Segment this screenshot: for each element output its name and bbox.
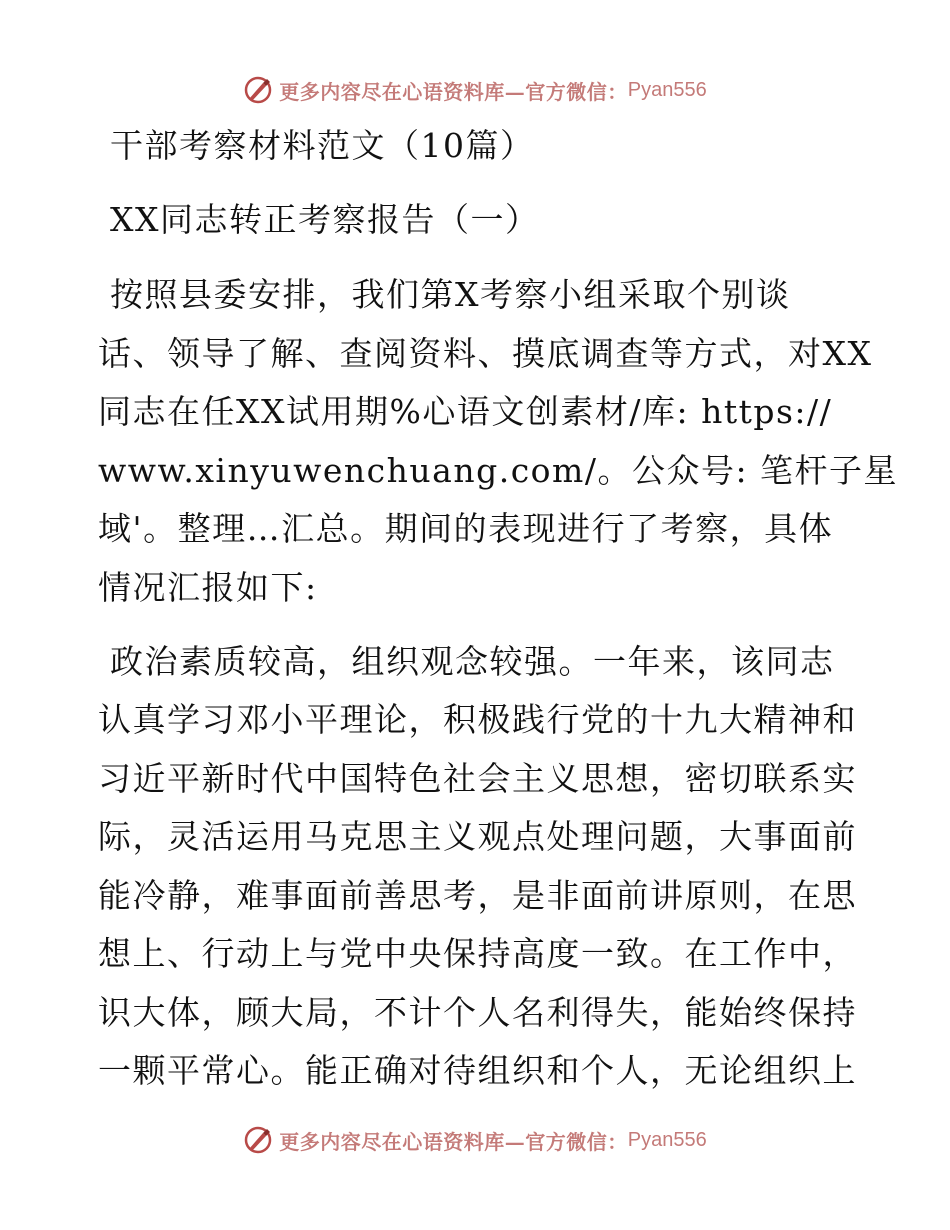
- paragraph-line: 同志在任XX试用期%心语文创素材/库: https://: [98, 392, 833, 431]
- pen-logo-icon: [243, 75, 273, 105]
- paragraph-line: 话、领导了解、查阅资料、摸底调查等方式，对XX: [98, 334, 873, 373]
- paragraph-line: 按照县委安排，我们第X考察小组采取个别谈: [110, 275, 791, 314]
- paragraph-line: 情况汇报如下:: [98, 568, 318, 607]
- banner-wechat-id: Pyan556: [627, 1128, 707, 1151]
- footer-banner: [0, 1120, 950, 1160]
- pen-logo-icon: [243, 1125, 273, 1155]
- paragraph-line: 习近平新时代中国特色社会主义思想，密切联系实: [98, 759, 857, 798]
- header-banner: [0, 70, 950, 110]
- paragraph-line: 域'。整理…汇总。期间的表现进行了考察，具体: [98, 509, 834, 548]
- document-subtitle: XX同志转正考察报告（一）: [110, 200, 540, 239]
- paragraph-line: 际，灵活运用马克思主义观点处理问题，大事面前: [98, 817, 857, 856]
- paragraph-line: 认真学习邓小平理论，积极践行党的十九大精神和: [98, 700, 857, 739]
- paragraph-line: www.xinyuwenchuang.com/。公众号: 笔杆子星: [98, 451, 899, 490]
- paragraph-line: 想上、行动上与党中央保持高度一致。在工作中，: [98, 934, 857, 973]
- paragraph-line: 能冷静，难事面前善思考，是非面前讲原则，在思: [98, 876, 857, 915]
- banner-wechat-id: Pyan556: [627, 78, 707, 101]
- paragraph-line: 政治素质较高，组织观念较强。一年来，该同志: [110, 642, 835, 681]
- paragraph-line: 识大体，顾大局，不计个人名利得失，能始终保持: [98, 993, 857, 1032]
- banner-text: 更多内容尽在心语资料库—官方微信：: [279, 1129, 628, 1154]
- paragraph-line: 一颗平常心。能正确对待组织和个人，无论组织上: [98, 1051, 857, 1090]
- document-title: 干部考察材料范文（10篇）: [110, 126, 535, 165]
- banner-text: 更多内容尽在心语资料库—官方微信：: [279, 79, 628, 104]
